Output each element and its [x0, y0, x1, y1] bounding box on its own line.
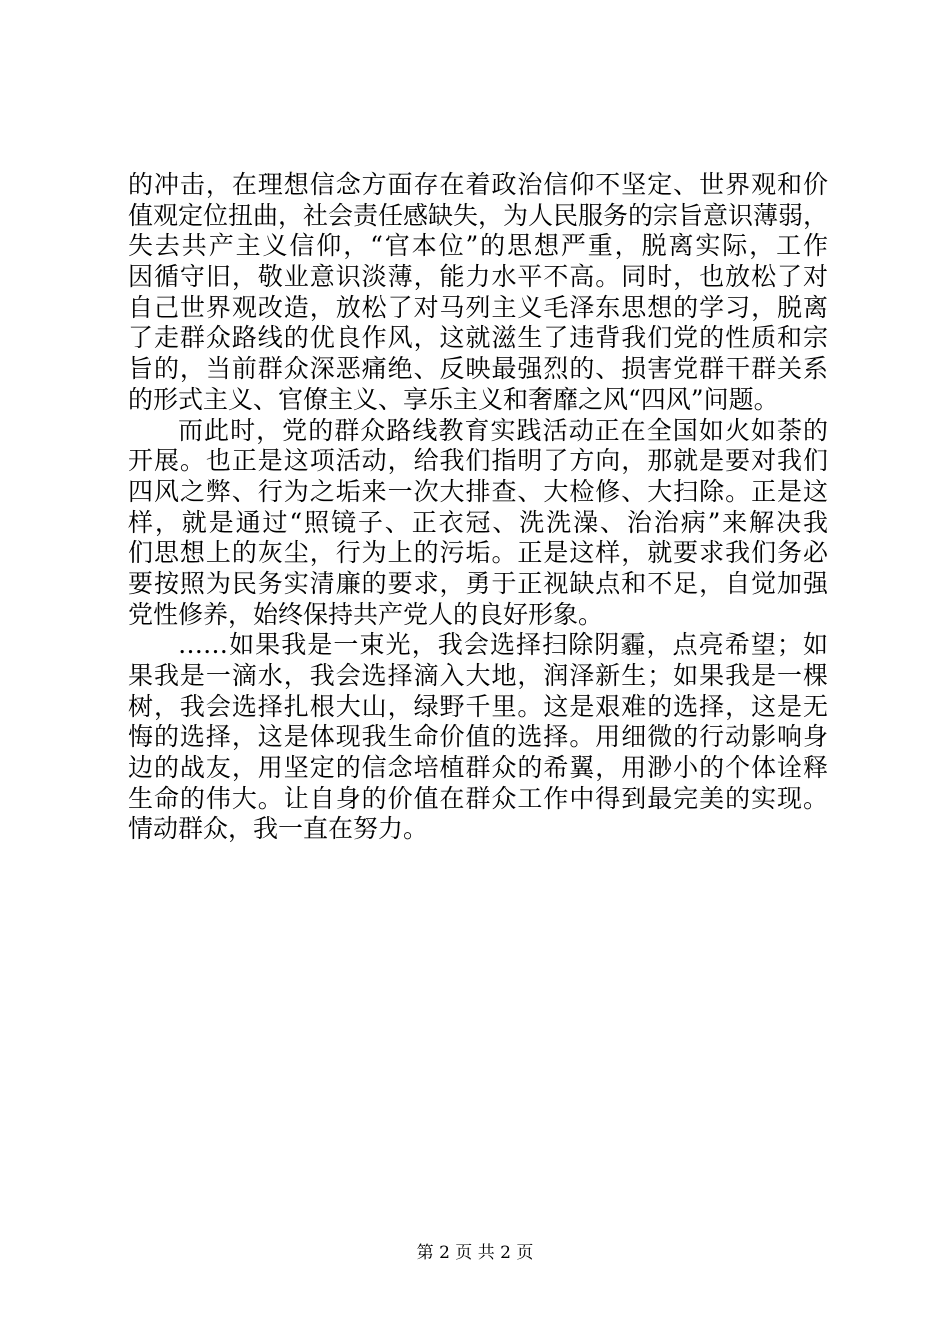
- text-line: 开展。也正是这项活动，给我们指明了方向，那就是要对我们: [128, 446, 828, 476]
- text-line: 样，就是通过“照镜子、正衣冠、洗洗澡、治治病”来解决我: [128, 507, 828, 537]
- text-line: 值观定位扭曲，社会责任感缺失，为人民服务的宗旨意识薄弱，: [128, 200, 829, 230]
- text-line: 四风之弊、行为之垢来一次大排查、大检修、大扫除。正是这: [128, 476, 828, 506]
- text-line: 们思想上的灰尘，行为上的污垢。正是这样，就要求我们务必: [128, 538, 828, 568]
- text-line: 自己世界观改造，放松了对马列主义毛泽东思想的学习，脱离: [128, 292, 828, 322]
- text-line: 情动群众，我一直在努力。: [128, 814, 429, 844]
- text-line: 生命的伟大。让自身的价值在群众工作中得到最完美的实现。: [128, 783, 828, 813]
- text-line: 边的战友，用坚定的信念培植群众的希翼，用渺小的个体诠释: [128, 753, 828, 783]
- page-footer: [0, 1241, 950, 1265]
- text-line: 的冲击，在理想信念方面存在着政治信仰不坚定、世界观和价: [128, 170, 828, 199]
- text-line: 党性修养，始终保持共产党人的良好形象。: [128, 599, 604, 629]
- text-line: 悔的选择，这是体现我生命价值的选择。用细微的行动影响身: [128, 722, 828, 752]
- text-line: ……如果我是一束光，我会选择扫除阴霾，点亮希望；如: [178, 630, 828, 660]
- text-line: 要按照为民务实清廉的要求，勇于正视缺点和不足，自觉加强: [128, 568, 828, 598]
- text-line: 了走群众路线的优良作风，这就滋生了违背我们党的性质和宗: [128, 323, 828, 353]
- text-line: 而此时，党的群众路线教育实践活动正在全国如火如荼的: [178, 415, 828, 445]
- body-text: [128, 170, 828, 845]
- text-line: 因循守旧，敬业意识淡薄，能力水平不高。同时，也放松了对: [128, 262, 828, 292]
- text-line: 旨的，当前群众深恶痛绝、反映最强烈的、损害党群干群关系: [128, 354, 828, 384]
- text-line: 的形式主义、官僚主义、享乐主义和奢靡之风“四风”问题。: [128, 384, 779, 414]
- text-line: 树，我会选择扎根大山，绿野千里。这是艰难的选择，这是无: [128, 691, 828, 721]
- page-number-label: 第 2 页 共 2 页: [416, 1243, 534, 1263]
- text-line: 果我是一滴水，我会选择滴入大地，润泽新生；如果我是一棵: [128, 661, 828, 690]
- text-line: 失去共产主义信仰，“官本位”的思想严重，脱离实际，工作: [128, 231, 828, 261]
